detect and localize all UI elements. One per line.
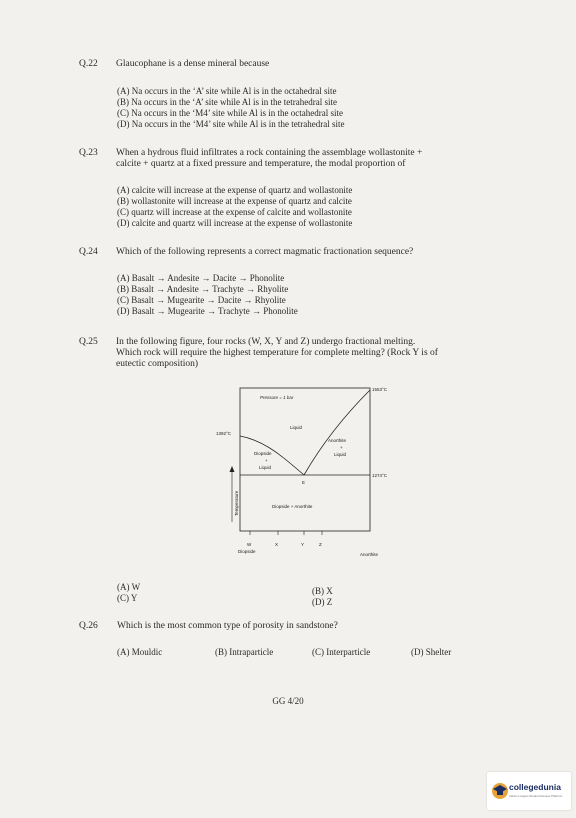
temp-1553-label: 1553°C [372, 387, 388, 392]
point-x-label: X [275, 542, 279, 547]
q23-text-line1: When a hydrous fluid infiltrates a rock containing the assemblage wollastonite + [116, 148, 423, 158]
q22-number: Q.22 [79, 59, 98, 69]
q23-option-a[interactable]: (A) calcite will increase at the expense of quartz and wollastonite [117, 185, 353, 195]
q26-option-d[interactable]: (D) Shelter [411, 647, 452, 657]
q26-number: Q.26 [79, 621, 98, 631]
point-w-label: W [247, 542, 252, 547]
field-anorthite-label: Anorthite [328, 438, 347, 443]
temperature-axis-label: Temperature [234, 490, 239, 516]
q22-option-b[interactable]: (B) Na occurs in the ‘A’ site while Al is in the tetrahedral site [117, 97, 338, 107]
q23-number: Q.23 [79, 148, 98, 158]
liquid-label: Liquid [290, 425, 303, 430]
field-diopside-liquid: Liquid [259, 465, 272, 470]
field-anorthite-liquid: Liquid [334, 452, 347, 457]
q24-option-a[interactable]: (A) Basalt → Andesite → Dacite → Phonolite [117, 273, 285, 283]
q25-option-a[interactable]: (A) W [117, 582, 141, 592]
q24-number: Q.24 [79, 247, 98, 257]
q25-number: Q.25 [79, 337, 98, 347]
liquidus-diopside-curve [240, 436, 304, 475]
q23-option-b[interactable]: (B) wollastonite will increase at the expense of quartz and calcite [117, 196, 352, 206]
field-diopside-plus: + [265, 458, 268, 463]
solid-field-label: Diopside + Anorthite [272, 504, 313, 509]
temperature-arrowhead [230, 466, 235, 472]
q24-option-c[interactable]: (C) Basalt → Mugearite → Dacite → Rhyolite [117, 295, 286, 305]
q26-option-a[interactable]: (A) Mouldic [117, 647, 163, 657]
q24-text: Which of the following represents a correct magmatic fractionation sequence? [116, 247, 414, 257]
q25-text-line1: In the following figure, four rocks (W, X, Y and Z) undergo fractional melting. [116, 337, 416, 347]
q24-option-b[interactable]: (B) Basalt → Andesite → Trachyte → Rhyolite [117, 284, 289, 294]
x-axis-diopside-label: Diopside [238, 549, 256, 554]
point-z-label: Z [319, 542, 322, 547]
field-anorthite-plus: + [340, 445, 343, 450]
temp-1392-label: 1392°C [216, 431, 232, 436]
q26-option-b[interactable]: (B) Intraparticle [215, 647, 274, 657]
logo-tagline: India's Largest Student Review Platform [509, 794, 563, 798]
diagram-frame [240, 388, 370, 531]
point-y-label: Y [301, 542, 305, 547]
q23-option-d[interactable]: (D) calcite and quartz will increase at the expense of wollastonite [117, 218, 353, 228]
q25-option-c[interactable]: (C) Y [117, 593, 138, 603]
q22-option-c[interactable]: (C) Na occurs in the ‘M4’ site while Al is in the octahedral site [117, 108, 344, 118]
pressure-label: Pressure = 1 bar [260, 395, 294, 400]
liquidus-anorthite-curve [304, 390, 370, 475]
q22-option-a[interactable]: (A) Na occurs in the ‘A’ site while Al is in the octahedral site [117, 86, 337, 96]
page-footer: GG 4/20 [272, 696, 304, 706]
q22-option-d[interactable]: (D) Na occurs in the ‘M4’ site while Al is in the tetrahedral site [117, 119, 345, 129]
q25-text-line3: eutectic composition) [116, 359, 199, 369]
q23-option-c[interactable]: (C) quartz will increase at the expense of calcite and wollastonite [117, 207, 352, 217]
q23-text-line2: calcite + quartz at a fixed pressure and temperature, the modal proportion of [116, 159, 406, 169]
q25-text-line2: Which rock will require the highest temperature for complete melting? (Rock Y is of [116, 348, 438, 358]
collegedunia-logo[interactable] [487, 772, 571, 810]
q25-option-b[interactable]: (B) X [312, 586, 333, 596]
q26-text: Which is the most common type of porosity in sandstone? [117, 621, 338, 631]
temp-1274-label: 1274°C [372, 473, 388, 478]
x-axis-anorthite-label: Anorthite [360, 552, 379, 557]
q25-option-d[interactable]: (D) Z [312, 597, 333, 607]
logo-name: collegedunia [509, 782, 561, 792]
q22-text: Glaucophane is a dense mineral because [116, 59, 270, 69]
field-diopside-label: Diopside [254, 451, 272, 456]
eutectic-label: E [302, 480, 306, 485]
graduation-cap-icon [490, 781, 510, 801]
q24-option-d[interactable]: (D) Basalt → Mugearite → Trachyte → Phonolite [117, 306, 298, 316]
q26-option-c[interactable]: (C) Interparticle [312, 647, 371, 657]
